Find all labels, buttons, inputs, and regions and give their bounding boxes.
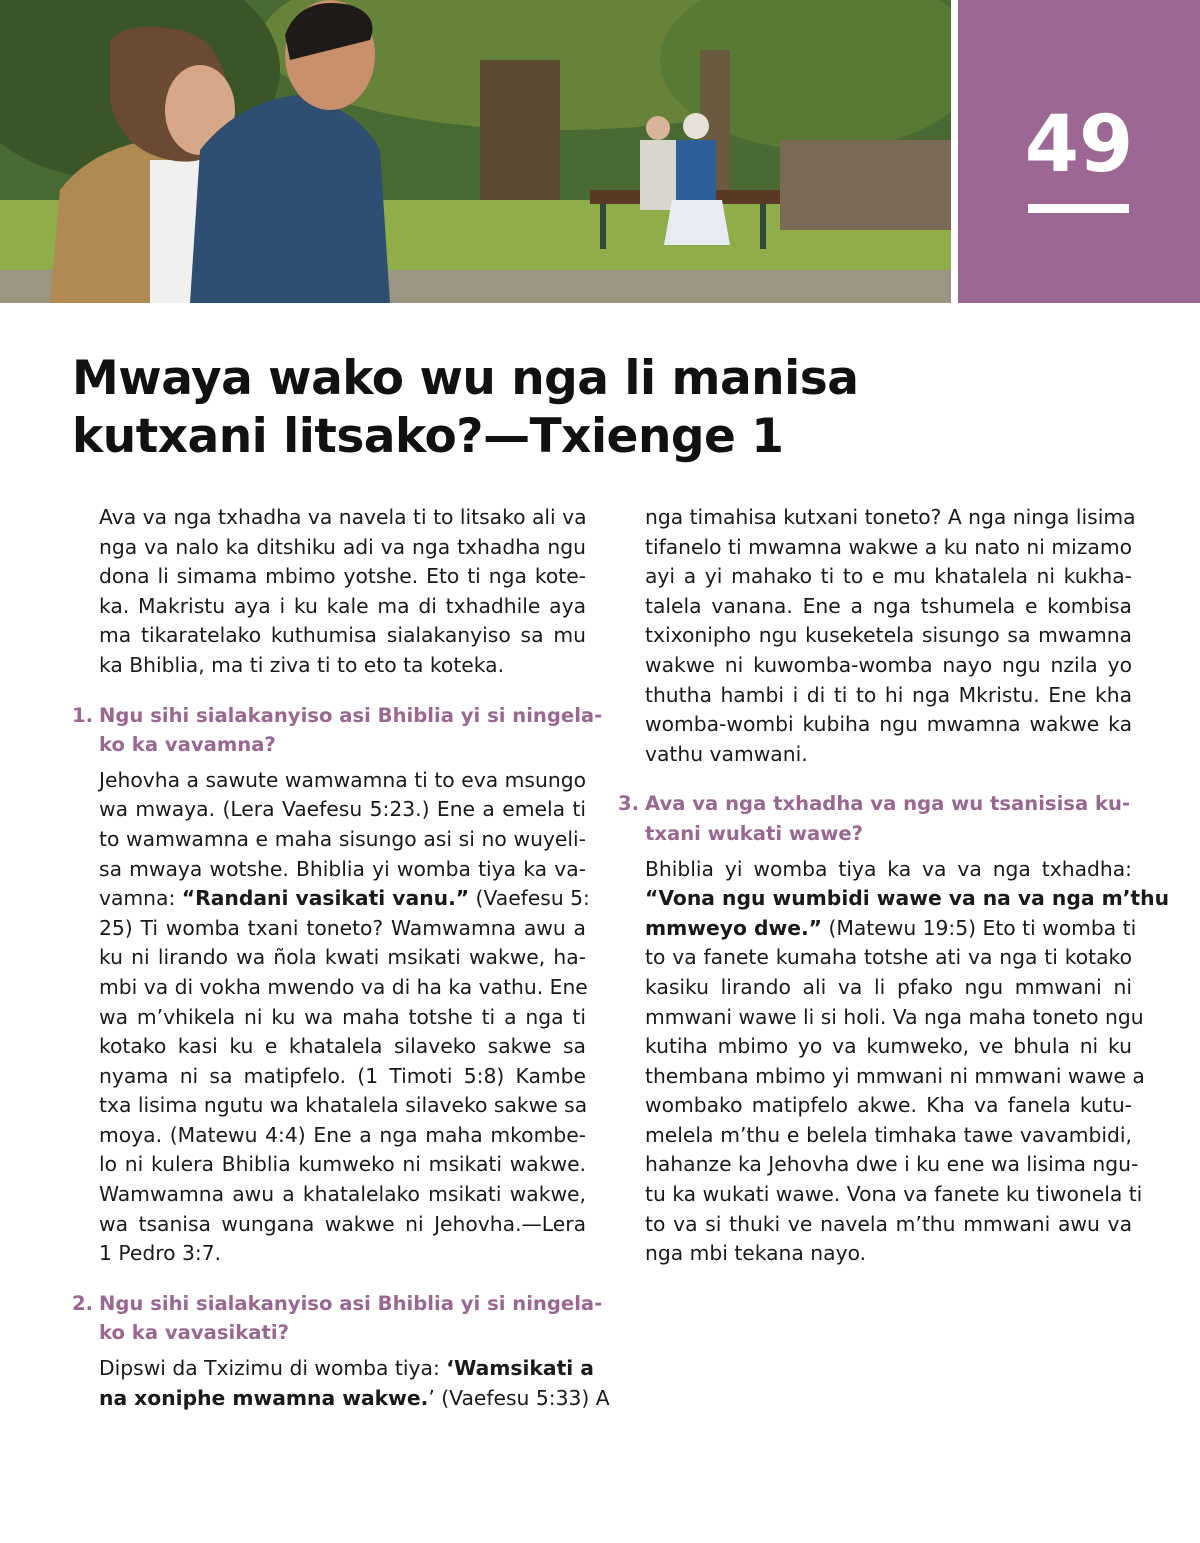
text-line: moya. (Matewu 4:4) Ene a nga maha mkombe- — [99, 1122, 586, 1147]
text-line: wombako matipfelo akwe. Kha va fanela kutu- — [645, 1093, 1132, 1118]
left-column — [72, 503, 610, 1433]
text-line: mmwani wawe li si holi. Va nga maha toneto ngu — [645, 1004, 1144, 1029]
question-heading — [72, 701, 603, 760]
text-line: wakwe ni kuwomba-womba nayo ngu nzila yo — [645, 652, 1132, 677]
chapter-number-box — [958, 0, 1200, 303]
text-line — [645, 884, 1170, 914]
text-line: to wamwamna e maha sisungo asi si no wuyeli- — [99, 826, 586, 851]
text-segment: vamna: — [99, 886, 182, 911]
park-scene-illustration — [0, 0, 951, 303]
bold-quote: na xoniphe mwamna wakwe. — [99, 1385, 429, 1410]
heading-line: txani wukati wawe? — [645, 821, 863, 845]
text-line — [99, 1354, 594, 1384]
title-line: Mwaya wako wu nga li manisa — [72, 351, 859, 406]
text-line: womba-wombi kubiha ngu mwamna wakwe ka — [645, 712, 1132, 737]
question-number: 1. — [72, 703, 94, 727]
body-paragraph — [99, 766, 590, 1269]
text-line: thutha hambi i di ti to hi nga Mkristu. Ene kha — [645, 682, 1132, 707]
bold-quote: ‘Wamsikati a — [446, 1356, 594, 1381]
heading-line: Ngu sihi sialakanyiso asi Bhiblia yi si ningela- — [99, 703, 603, 727]
question-heading — [72, 1289, 603, 1348]
text-line: wa m’vhikela ni ku wa maha totshe ti a nga ti — [99, 1004, 586, 1029]
body-paragraph — [645, 503, 1136, 769]
text-line: kasiku lirando ali va li pfako ngu mmwani ni — [645, 974, 1132, 999]
chapter-number: 49 — [1024, 100, 1134, 190]
body-paragraph — [99, 1354, 610, 1413]
text-line: ku ni lirando wa ñola kwati msikati wakwe, ha- — [99, 945, 586, 970]
text-line: txa lisima ngutu wa khatalela silaveko sakwe sa — [99, 1093, 588, 1118]
text-segment: Dipswi da Txizimu di womba tiya: — [99, 1356, 447, 1381]
text-line: txixonipho ngu kuseketela sisungo sa mwamna — [645, 623, 1132, 648]
text-line: to va fanete kumaha totshe ati va nga ti kotako — [645, 945, 1132, 970]
text-line: hahanze ka Jehovha dwe i ku ene wa lisima ngu- — [645, 1152, 1139, 1177]
text-line: ma tikaratelako kuthumisa sialakanyiso sa mu — [99, 623, 586, 648]
text-line: lo ni kulera Bhiblia kumweko ni msikati wakwe. — [99, 1152, 586, 1177]
text-line: wa mwaya. (Lera Vaefesu 5:23.) Ene a emela ti — [99, 797, 586, 822]
text-line — [99, 1384, 610, 1414]
bold-quote: “Randani vasikati vanu.” — [181, 886, 470, 911]
text-line: nga mbi tekana nayo. — [645, 1241, 867, 1266]
text-segment: (Matewu 19:5) Eto ti womba ti — [822, 915, 1137, 940]
text-line: talela vanana. Ene a nga tshumela e kombisa — [645, 593, 1132, 618]
text-line — [99, 884, 590, 914]
text-line: 1 Pedro 3:7. — [99, 1241, 222, 1266]
question-heading — [618, 789, 1132, 848]
text-line: sa mwaya wotshe. Bhiblia yi womba tiya ka va- — [99, 856, 586, 881]
text-line: nyama ni sa matipfelo. (1 Timoti 5:8) Kambe — [99, 1063, 586, 1088]
text-line: kotako kasi ku e khatalela silaveko sakwe sa — [99, 1034, 586, 1059]
heading-line: ko ka vavasikati? — [99, 1321, 289, 1345]
question-number: 3. — [618, 792, 640, 816]
bold-quote: “Vona ngu wumbidi wawe va na va nga m’thu — [645, 886, 1170, 911]
heading-line: ko ka vavamna? — [99, 733, 276, 757]
text-line: Bhiblia yi womba tiya ka va va nga txhadha: — [645, 856, 1132, 881]
page-title — [72, 350, 972, 466]
text-line: nga timahisa kutxani toneto? A nga ninga lisima — [645, 505, 1136, 529]
text-line: nga va nalo ka ditshiku adi va nga txhadha ngu — [99, 534, 586, 559]
text-line: dona li simama mbimo yotshe. Eto ti nga kote- — [99, 564, 586, 589]
text-line: vathu vamwani. — [645, 741, 808, 766]
text-line: mbi va di vokha mwendo va di ha ka vathu. Ene — [99, 974, 588, 999]
header-photo-couples-in-park — [0, 0, 951, 303]
text-line: ayi a yi mahako ti to e mu khatalela ni kukha- — [645, 564, 1132, 589]
text-line: ka. Makristu aya i ku kale ma di txhadhile aya — [99, 593, 586, 618]
text-segment: (Vaefesu 5: — [469, 886, 590, 911]
text-line: kutiha mbimo yo va kumweko, ve bhula ni ku — [645, 1034, 1132, 1059]
text-line: tifanelo ti mwamna wakwe a ku nato ni mizamo — [645, 534, 1132, 559]
text-line — [645, 914, 1137, 944]
text-line: Wamwamna awu a khatalelako msikati wakwe, — [99, 1182, 586, 1207]
heading-line: Ngu sihi sialakanyiso asi Bhiblia yi si ningela- — [99, 1291, 603, 1315]
body-paragraph — [99, 503, 586, 681]
bold-quote: mmweyo dwe.” — [645, 915, 823, 940]
body-paragraph — [645, 855, 1170, 1269]
heading-line: Ava va nga txhadha va nga wu tsanisisa ku- — [645, 792, 1131, 816]
title-line: kutxani litsako?—Txienge 1 — [72, 409, 784, 464]
text-line: 25) Ti womba txani toneto? Wamwamna awu a — [99, 915, 586, 940]
text-line: to va si thuki ve navela m’thu mmwani awu va — [645, 1211, 1132, 1236]
text-line: ka Bhiblia, ma ti ziva ti to eto ta koteka. — [99, 652, 505, 677]
text-line: melela m’thu e belela timhaka tawe vavambidi, — [645, 1122, 1132, 1147]
text-line: wa tsanisa wungana wakwe ni Jehovha.—Lera — [99, 1211, 586, 1236]
text-line: Ava va nga txhadha va navela ti to litsako ali va — [99, 505, 587, 529]
text-segment: ’ (Vaefesu 5:33) A — [428, 1385, 610, 1410]
text-line: tu ka wukati wawe. Vona va fanete ku tiwonela ti — [645, 1182, 1143, 1207]
text-line: Jehovha a sawute wamwamna ti to eva msungo — [99, 767, 586, 792]
text-line: thembana mbimo yi mmwani ni mmwani wawe a — [645, 1063, 1145, 1088]
right-column — [618, 503, 1170, 1289]
question-number: 2. — [72, 1291, 94, 1315]
chapter-number-underline — [1028, 204, 1129, 213]
